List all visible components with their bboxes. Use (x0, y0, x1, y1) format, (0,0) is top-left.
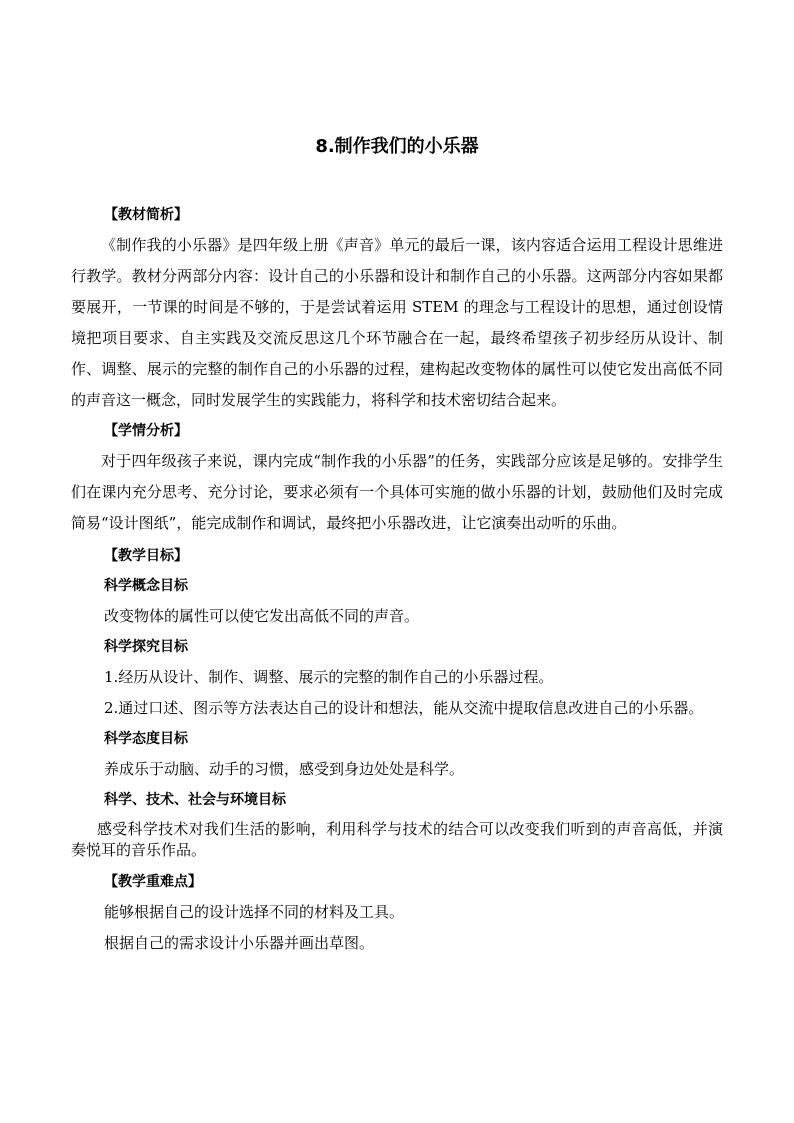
concept-goal-text: 改变物体的属性可以使它发出高低不同的声音。 (104, 607, 420, 625)
concept-goal-title: 科学概念目标 (104, 578, 188, 594)
students-paragraph: 对于四年级孩子来说，课内完成“制作我的小乐器”的任务，实践部分应该是足够的。安排学生们在课内充分思考、充分讨论，要求必须有一个具体可实施的做小乐器的计划，鼓励他们及时完成简易“设计图纸”，能完成制作和调试，最终把小乐器改进，让它演奏出动听的乐曲。 (71, 452, 723, 532)
attitude-goal-title: 科学态度目标 (104, 731, 188, 747)
textbook-paragraph: 《制作我的小乐器》是四年级上册《声音》单元的最后一课，该内容适合运用工程设计思维进行教学。教材分两部分内容：设计自己的小乐器和设计和制作自己的小乐器。这两部分内容如果都要展开，一节课的时间是不够的，于是尝试着运用 STEM 的理念与工程设计的思想，通过创设情境把项目要求、自主实践及交流反思这几个环节融合在一起，最终希望孩子初步经历从设计、制作、调整、展示的完整的制作自己的小乐器的过程，建构起改变物体的属性可以使它发出高低不同的声音这一概念，同时发展学生的实践能力，将科学和技术密切结合起来。 (71, 236, 723, 409)
attitude-goal-text: 养成乐于动脑、动手的习惯，感受到身边处处是科学。 (104, 760, 465, 778)
stse-goal-text: 感受科学技术对我们生活的影响，利用科学与技术的结合可以改变我们听到的声音高低，并演奏悦耳的音乐作品。 (71, 820, 723, 859)
keypoint-item-1: 能够根据自己的设计选择不同的材料及工具。 (104, 903, 405, 921)
page-title: 8.制作我们的小乐器 (315, 136, 479, 157)
stse-goal-title: 科学、技术、社会与环境目标 (104, 792, 286, 808)
keypoint-item-2: 根据自己的需求设计小乐器并画出草图。 (104, 934, 375, 952)
section-heading-students: 【学情分析】 (104, 423, 188, 439)
inquiry-goal-item-1: 1.经历从设计、制作、调整、展示的完整的制作自己的小乐器过程。 (104, 668, 554, 686)
inquiry-goal-item-2: 2.通过口述、图示等方法表达自己的设计和想法，能从交流中提取信息改进自己的小乐器。 (104, 699, 704, 717)
section-heading-textbook: 【教材简析】 (104, 207, 188, 223)
section-heading-goals: 【教学目标】 (104, 548, 188, 564)
document-body (71, 200, 723, 959)
section-heading-keypoints: 【教学重难点】 (104, 874, 202, 890)
inquiry-goal-title: 科学探究目标 (104, 639, 188, 655)
